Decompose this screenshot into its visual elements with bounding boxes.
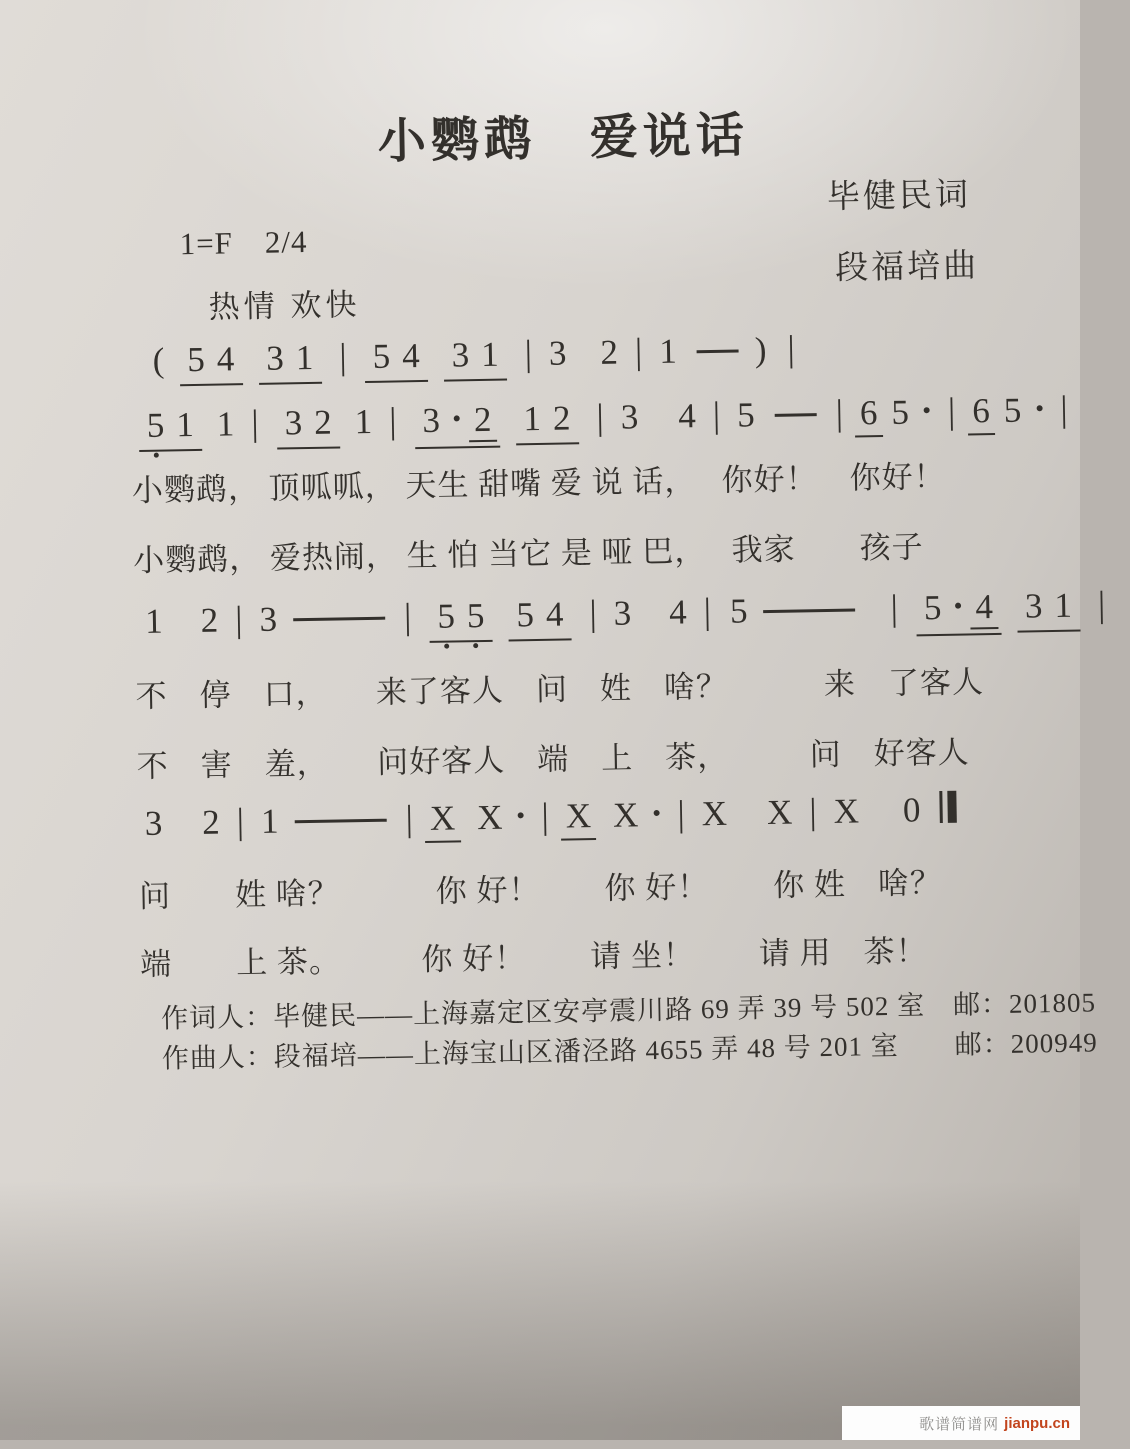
lyrics-verse2-line2: 不 害 羞， 问好客人 端 上 茶， 问 好客人 bbox=[136, 734, 970, 785]
watermark-site-url: jianpu.cn bbox=[1004, 1414, 1070, 1432]
barline: | bbox=[250, 401, 259, 443]
spacer bbox=[865, 618, 881, 620]
barline: | bbox=[524, 332, 533, 374]
watermark bbox=[842, 1406, 1080, 1440]
barline: | bbox=[890, 586, 899, 628]
barline: | bbox=[405, 797, 414, 839]
note: 6 bbox=[967, 392, 995, 435]
barline: | bbox=[947, 389, 956, 431]
lyricist-contact-line: 作词人：毕健民——上海嘉定区安亭震川路 69 弄 39 号 502 室 邮：201805 bbox=[160, 987, 1097, 1034]
duration-dash-long bbox=[764, 608, 856, 613]
note: 5 bbox=[736, 395, 755, 435]
spacer bbox=[721, 621, 723, 623]
note: 1 bbox=[260, 801, 279, 841]
beamed-note-group bbox=[414, 401, 500, 449]
beamed-note-group bbox=[276, 403, 340, 449]
note: 5 bbox=[729, 591, 748, 631]
barline: | bbox=[1097, 583, 1106, 625]
lyrics-verse1-line3: 问 姓 啥？ 你 好！ 你 好！ 你 姓 啥？ bbox=[138, 865, 943, 915]
note: 1 bbox=[658, 331, 678, 371]
spacer bbox=[574, 362, 594, 364]
note: 1 bbox=[1054, 585, 1073, 626]
barline: | bbox=[588, 591, 598, 634]
note: 1 bbox=[144, 601, 164, 641]
augmentation-dot bbox=[454, 415, 460, 421]
note: 2 bbox=[201, 802, 221, 842]
beamed-note-group bbox=[515, 399, 579, 445]
key-time-signature: 1=F 2/4 bbox=[179, 223, 308, 262]
note: X bbox=[833, 791, 860, 831]
lyricist-credit: 毕健民词 bbox=[826, 177, 972, 216]
note: 2 bbox=[200, 600, 219, 640]
spacer bbox=[169, 832, 195, 834]
barline: | bbox=[634, 330, 643, 372]
note: X bbox=[476, 797, 503, 838]
note: 4 bbox=[216, 339, 235, 379]
song-title: 小鹦鹉 爱说话 bbox=[377, 109, 750, 169]
note: 4 bbox=[668, 592, 688, 632]
lyrics-verse2-line1: 小鹦鹉， 爱热闹， 生 怕 当它 是 哑 巴， 我家 孩子 bbox=[132, 529, 924, 579]
note: 5 bbox=[186, 339, 206, 380]
final-barline bbox=[939, 791, 957, 832]
augmentation-dot bbox=[924, 407, 930, 413]
note: ( bbox=[152, 340, 165, 380]
barline: | bbox=[1059, 387, 1069, 429]
note: ) bbox=[754, 329, 767, 370]
spacer bbox=[774, 359, 778, 361]
note: 1 bbox=[523, 398, 542, 439]
note: 2 bbox=[313, 402, 332, 442]
music-line-intro bbox=[145, 328, 805, 386]
duration-dash bbox=[697, 349, 739, 353]
music-line-4 bbox=[137, 789, 956, 848]
final-barline-thick bbox=[947, 791, 957, 823]
note: 1 bbox=[354, 401, 373, 442]
note: 1 bbox=[295, 337, 314, 378]
beamed-note-group bbox=[916, 588, 1002, 636]
beamed-note-group bbox=[443, 336, 507, 382]
note: 4 bbox=[677, 396, 697, 436]
note: 3 bbox=[284, 403, 303, 443]
barline: | bbox=[388, 399, 397, 441]
lyrics-verse1-line2: 不 停 口， 来了客人 问 姓 啥？ 来 了客人 bbox=[135, 664, 985, 715]
note: X bbox=[560, 797, 596, 840]
note: 4 bbox=[401, 336, 420, 376]
note: 3 bbox=[422, 400, 441, 441]
note: 3 bbox=[613, 593, 632, 633]
note: 1 bbox=[216, 404, 235, 444]
note: 5 bbox=[462, 597, 490, 636]
duration-dash-long bbox=[293, 617, 385, 622]
beamed-note-group bbox=[179, 340, 243, 386]
barline: | bbox=[596, 395, 605, 437]
duration-dash bbox=[775, 413, 817, 417]
note: 3 bbox=[548, 333, 567, 373]
note: 3 bbox=[451, 335, 470, 375]
tempo-marking: 热情 欢快 bbox=[208, 287, 361, 325]
composer-credit: 段福培曲 bbox=[834, 248, 980, 287]
beamed-note-group bbox=[1017, 587, 1081, 633]
barline: | bbox=[835, 391, 844, 433]
barline: | bbox=[236, 800, 245, 842]
lyrics-verse1-line1: 小鹦鹉， 顶呱呱， 天生 甜嘴 爱 说 话， 你好！ 你好！ bbox=[131, 458, 946, 509]
spacer bbox=[638, 622, 662, 624]
note: 3 bbox=[1024, 586, 1043, 626]
composer-contact-line: 作曲人：段福培——上海宝山区潘泾路 4655 弄 48 号 201 室 邮：200949 bbox=[161, 1027, 1098, 1074]
barline: | bbox=[338, 335, 347, 377]
note: 5 bbox=[372, 336, 391, 376]
barline: | bbox=[787, 327, 796, 369]
barline: | bbox=[403, 595, 412, 637]
spacer bbox=[645, 426, 671, 428]
note: 5 bbox=[516, 595, 535, 635]
spacer bbox=[762, 424, 766, 426]
spacer bbox=[462, 827, 470, 829]
music-line-3 bbox=[138, 584, 1116, 650]
lyrics-verse2-line3: 端 上 茶。 你 好！ 请 坐！ 请 用 茶！ bbox=[139, 933, 928, 983]
note: 0 bbox=[902, 790, 921, 830]
spacer bbox=[598, 825, 606, 827]
beamed-note-group bbox=[364, 337, 428, 383]
note: 4 bbox=[545, 594, 564, 634]
note: 4 bbox=[970, 588, 998, 629]
spacer bbox=[684, 360, 688, 362]
spacer bbox=[734, 822, 760, 824]
music-line-2 bbox=[130, 389, 1078, 454]
barline: | bbox=[712, 393, 721, 435]
note: 5 bbox=[141, 406, 169, 445]
note: 5 bbox=[923, 587, 942, 628]
final-barline-thin bbox=[939, 791, 943, 823]
note: 1 bbox=[480, 334, 499, 374]
note: X bbox=[701, 793, 728, 834]
note: 1 bbox=[175, 405, 195, 445]
barline: | bbox=[808, 790, 817, 832]
note: 2 bbox=[469, 401, 497, 442]
augmentation-dot bbox=[517, 812, 523, 818]
beamed-note-group bbox=[429, 597, 493, 643]
watermark-site-name: 歌谱简谱网 bbox=[919, 1415, 1000, 1433]
barline: | bbox=[676, 792, 686, 834]
note: X bbox=[425, 799, 461, 842]
note: 6 bbox=[855, 394, 883, 437]
spacer bbox=[170, 630, 194, 632]
beamed-note-group bbox=[138, 406, 202, 452]
augmentation-dot bbox=[1036, 405, 1042, 411]
spacer bbox=[866, 820, 896, 823]
note: 2 bbox=[600, 332, 619, 372]
augmentation-dot bbox=[955, 602, 961, 608]
note: 3 bbox=[265, 338, 285, 378]
note: 5 bbox=[432, 597, 460, 636]
beamed-note-group bbox=[508, 595, 572, 641]
note: 2 bbox=[552, 398, 571, 438]
note: 3 bbox=[259, 599, 278, 639]
barline: | bbox=[541, 794, 550, 836]
augmentation-dot bbox=[653, 809, 659, 815]
note: X bbox=[612, 795, 639, 835]
note: X bbox=[766, 792, 793, 833]
barline: | bbox=[234, 598, 243, 640]
barline: | bbox=[703, 590, 712, 632]
note: 3 bbox=[144, 803, 163, 843]
note: 5 bbox=[891, 392, 910, 432]
note: 5 bbox=[1003, 390, 1022, 430]
beamed-note-group bbox=[258, 339, 322, 385]
duration-dash-long bbox=[295, 819, 387, 824]
note: 3 bbox=[620, 397, 639, 437]
